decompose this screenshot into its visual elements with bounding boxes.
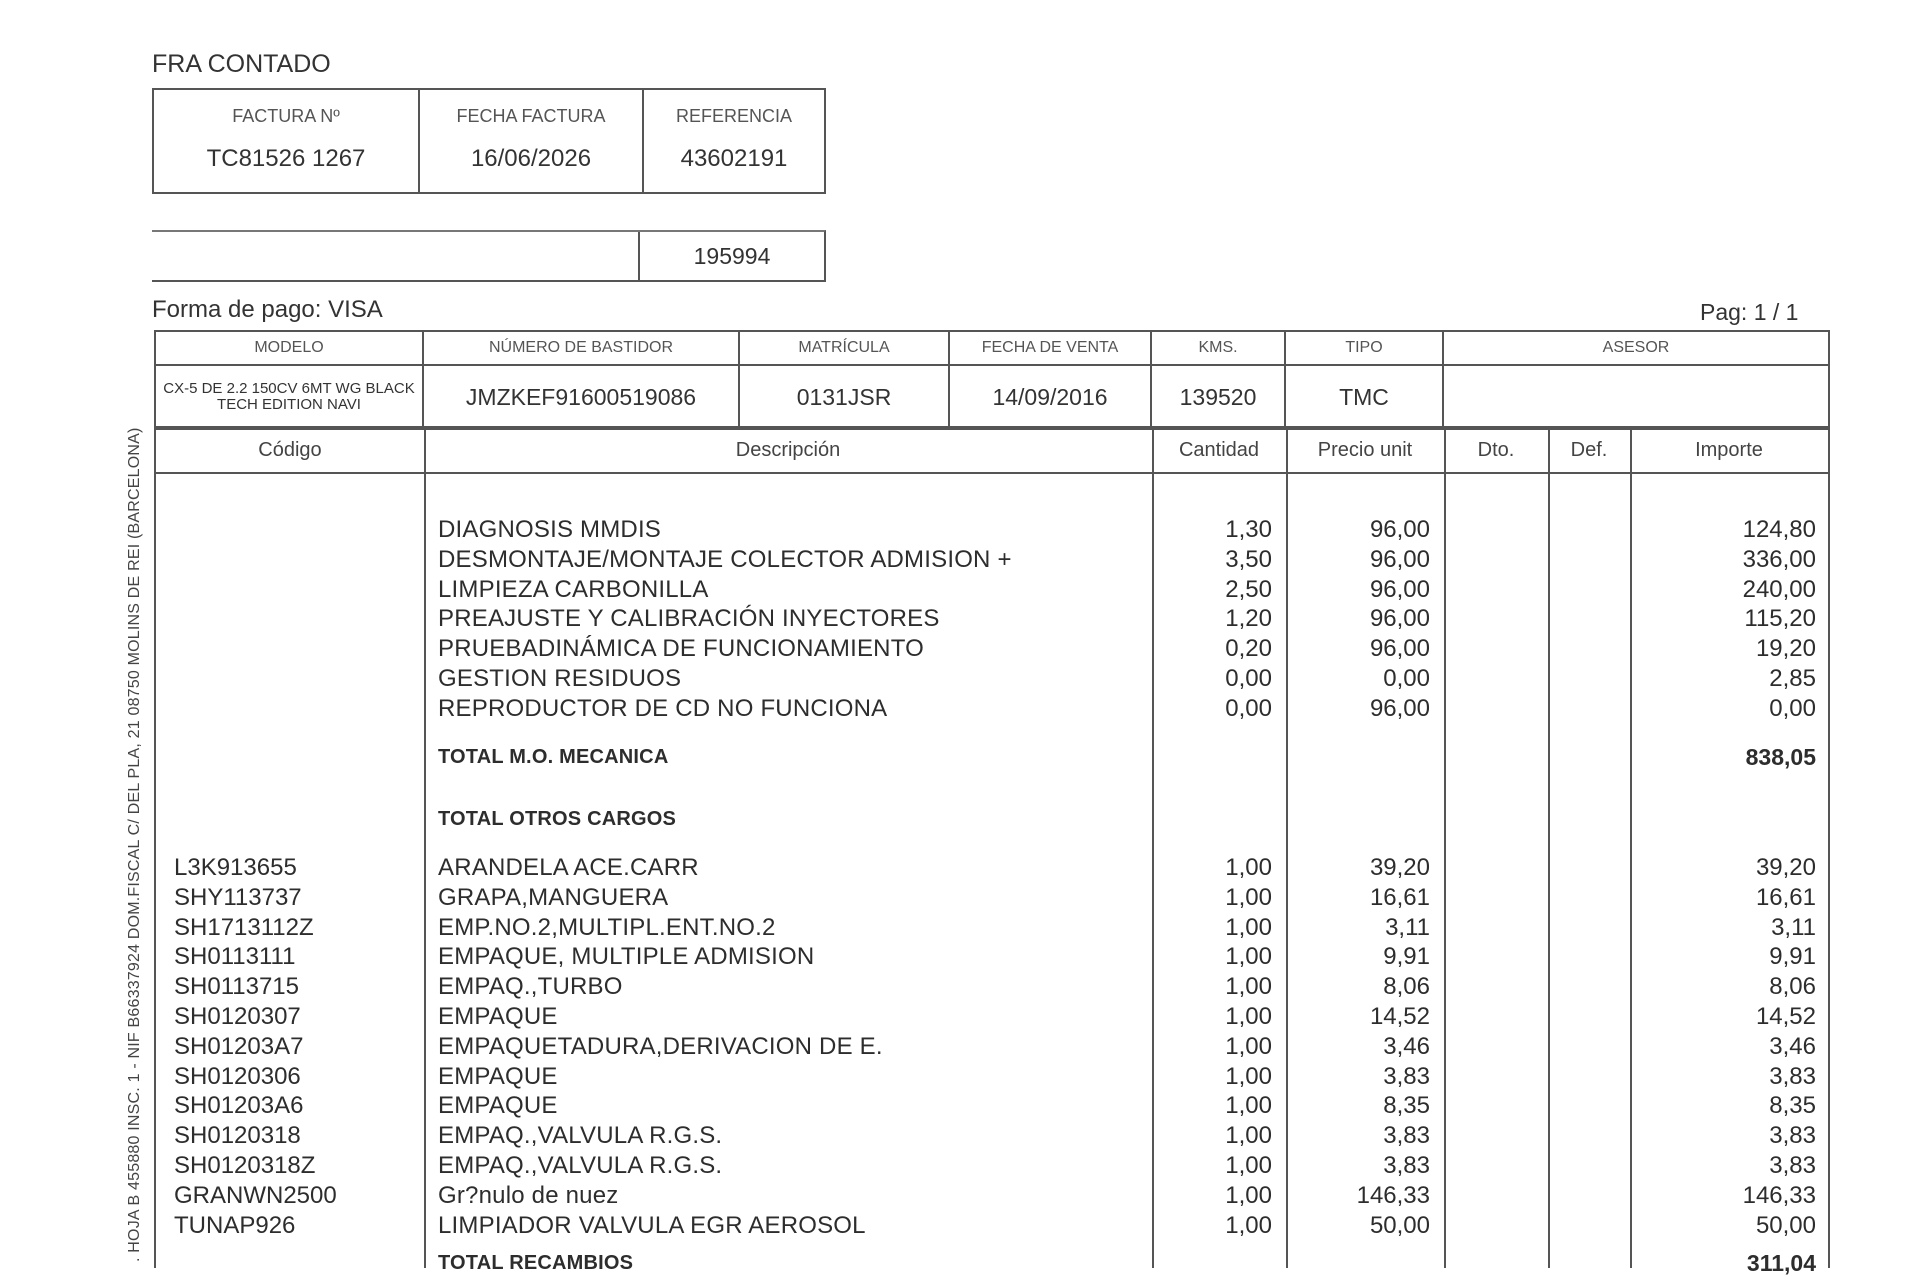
labor-line [156,546,1832,576]
line-code: SH0120318Z [174,1152,316,1179]
line-quantity: 1,00 [1225,1152,1272,1179]
part-line [156,943,1832,973]
line-amount: 115,20 [1744,605,1816,632]
line-amount: 8,35 [1769,1092,1816,1119]
line-unit-price: 96,00 [1369,576,1430,603]
line-quantity: 1,00 [1225,1033,1272,1060]
line-unit-price: 3,83 [1383,1152,1430,1179]
invoice-number: TC81526 1267 [206,145,366,172]
line-description: EMPAQUETADURA,DERIVACION DE E. [438,1033,883,1060]
line-code: SH01203A6 [174,1092,304,1119]
vehicle-kms: 139520 [1179,383,1257,410]
labor-line [156,576,1832,606]
vehicle-type: TMC [1339,383,1389,410]
invoice-reference-label: REFERENCIA [675,106,792,126]
line-description: EMPAQ.,VALVULA R.G.S. [438,1122,723,1149]
line-amount: 14,52 [1755,1003,1816,1030]
total-other-label: TOTAL OTROS CARGOS [438,808,677,830]
col-header-description: Descripción [735,438,841,461]
line-description: GESTION RESIDUOS [438,665,682,692]
total-labor-amount: 838,05 [1745,744,1816,770]
line-code: SH1713112Z [174,914,314,941]
payment-value: VISA [328,296,383,323]
line-amount: 3,83 [1769,1122,1816,1149]
col-header-discount: Dto. [1477,438,1515,461]
line-description: EMPAQUE [438,1092,558,1119]
line-description: DIAGNOSIS MMDIS [438,516,662,543]
invoice-date: 16/06/2026 [470,145,592,172]
line-quantity: 1,00 [1225,1003,1272,1030]
line-code: SH0120318 [174,1122,301,1149]
line-unit-price: 3,83 [1383,1122,1430,1149]
line-quantity: 2,50 [1225,576,1272,603]
total-parts-amount: 311,04 [1746,1250,1816,1276]
line-quantity: 1,00 [1225,1063,1272,1090]
line-amount: 3,83 [1769,1063,1816,1090]
line-code: SH01203A7 [174,1033,304,1060]
line-unit-price: 50,00 [1369,1212,1430,1239]
invoice-date-label: FECHA FACTURA [456,106,606,126]
invoice-reference: 43602191 [680,145,788,172]
line-quantity: 1,00 [1225,943,1272,970]
line-code: L3K913655 [174,854,297,881]
col-header-unit-price: Precio unit [1317,438,1413,461]
part-line [156,884,1832,914]
line-quantity: 1,00 [1225,1212,1272,1239]
page-number: Pag: 1 / 1 [1700,299,1799,325]
line-amount: 9,91 [1769,943,1816,970]
vehicle-model-label: MODELO [156,332,422,366]
part-line [156,1033,1832,1063]
labor-line [156,605,1832,635]
line-quantity: 1,00 [1225,1122,1272,1149]
line-amount: 2,85 [1769,665,1816,692]
line-quantity: 0,00 [1225,665,1272,692]
line-amount: 3,83 [1769,1152,1816,1179]
line-description: DESMONTAJE/MONTAJE COLECTOR ADMISION + [438,546,1012,573]
line-description: EMPAQ.,VALVULA R.G.S. [438,1152,723,1179]
line-description: EMPAQUE [438,1063,558,1090]
labor-line [156,665,1832,695]
part-line [156,1212,1832,1242]
invoice-number-label: FACTURA Nº [232,106,340,126]
invoice-date-cell [420,90,644,192]
part-line [156,973,1832,1003]
document-type: FRA CONTADO [152,50,331,78]
client-code-row [152,230,826,282]
line-unit-price: 96,00 [1369,635,1430,662]
payment-label: Forma de pago: [152,296,322,323]
labor-line [156,516,1832,546]
labor-line [156,695,1832,725]
part-line [156,854,1832,884]
vehicle-vin-col [424,332,740,428]
line-unit-price: 9,91 [1383,943,1430,970]
vehicle-sale-date-label: FECHA DE VENTA [950,332,1150,366]
line-unit-price: 8,06 [1383,973,1430,1000]
vehicle-vin: JMZKEF91600519086 [465,383,697,410]
line-amount: 3,46 [1769,1033,1816,1060]
total-other-row [156,806,1832,836]
line-unit-price: 96,00 [1369,695,1430,722]
vehicle-advisor-col [1444,332,1828,428]
line-quantity: 1,00 [1225,1092,1272,1119]
part-line [156,914,1832,944]
col-header-quantity: Cantidad [1178,438,1260,461]
vehicle-advisor-label: ASESOR [1444,332,1828,366]
line-unit-price: 16,61 [1369,884,1430,911]
part-line [156,1003,1832,1033]
line-description: PRUEBADINÁMICA DE FUNCIONAMIENTO [438,635,925,662]
line-description: PREAJUSTE Y CALIBRACIÓN INYECTORES [438,605,940,632]
part-line [156,1092,1832,1122]
lines-header-bottom-rule [156,472,1828,474]
line-unit-price: 146,33 [1356,1182,1430,1209]
total-labor-label: TOTAL M.O. MECANICA [438,746,669,768]
vehicle-plate-col [740,332,950,428]
vehicle-kms-col [1152,332,1286,428]
line-quantity: 1,00 [1225,1182,1272,1209]
line-quantity: 3,50 [1225,546,1272,573]
vehicle-vin-label: NÚMERO DE BASTIDOR [424,332,738,366]
vehicle-model: CX-5 DE 2.2 150CV 6MT WG BLACK TECH EDITION NAVI [163,380,415,413]
line-code: SH0120306 [174,1063,301,1090]
invoice-number-cell [154,90,420,192]
vehicle-advisor [1444,366,1828,428]
invoice-header-box [152,88,826,194]
line-code: GRANWN2500 [174,1182,337,1209]
part-line [156,1182,1832,1212]
line-amount: 8,06 [1769,973,1816,1000]
line-unit-price: 3,11 [1385,914,1430,941]
line-description: LIMPIADOR VALVULA EGR AEROSOL [438,1212,866,1239]
vehicle-plate-label: MATRÍCULA [740,332,948,366]
line-description: REPRODUCTOR DE CD NO FUNCIONA [438,695,888,722]
line-amount: 336,00 [1742,546,1816,573]
line-amount: 50,00 [1755,1212,1816,1239]
line-amount: 19,20 [1755,635,1816,662]
line-unit-price: 3,83 [1383,1063,1430,1090]
line-unit-price: 96,00 [1369,605,1430,632]
col-header-def: Def. [1570,438,1608,461]
line-quantity: 1,00 [1225,884,1272,911]
line-amount: 146,33 [1742,1182,1816,1209]
line-quantity: 1,00 [1225,914,1272,941]
total-parts-label: TOTAL RECAMBIOS [438,1252,634,1274]
line-amount: 0,00 [1769,695,1816,722]
line-quantity: 1,20 [1225,605,1272,632]
part-line [156,1122,1832,1152]
vehicle-type-label: TIPO [1286,332,1442,366]
line-description: EMPAQ.,TURBO [438,973,623,1000]
line-quantity: 1,00 [1225,854,1272,881]
line-code: SH0113111 [174,943,296,970]
line-quantity: 0,00 [1225,695,1272,722]
invoice-lines-table [154,428,1830,1276]
line-amount: 124,80 [1742,516,1816,543]
line-code: TUNAP926 [174,1212,296,1239]
total-labor-row [156,744,1832,774]
line-unit-price: 96,00 [1369,516,1430,543]
part-line [156,1063,1832,1093]
line-code: SH0113715 [174,973,299,1000]
line-amount: 3,11 [1771,914,1816,941]
total-parts-row [156,1250,1832,1280]
vehicle-kms-label: KMS. [1152,332,1284,366]
line-description: GRAPA,MANGUERA [438,884,669,911]
line-unit-price: 39,20 [1369,854,1430,881]
payment-method [152,296,383,324]
line-description: EMP.NO.2,MULTIPL.ENT.NO.2 [438,914,776,941]
col-header-amount: Importe [1695,438,1763,461]
line-amount: 16,61 [1755,884,1816,911]
line-unit-price: 96,00 [1369,546,1430,573]
vehicle-plate: 0131JSR [796,383,892,410]
labor-line [156,635,1832,665]
vehicle-type-col [1286,332,1444,428]
vehicle-sale-date-col [950,332,1152,428]
line-quantity: 0,20 [1225,635,1272,662]
line-description: LIMPIEZA CARBONILLA [438,576,709,603]
line-code: SHY113737 [174,884,302,911]
line-quantity: 1,30 [1225,516,1272,543]
line-unit-price: 0,00 [1383,665,1430,692]
vehicle-table [154,330,1830,428]
line-code: SH0120307 [174,1003,301,1030]
registry-side-text: . HOJA B 455880 INSC. 1 - NIF B66337924 DOM.FISCAL C/ DEL PLA, 21 08750 MOLINS DE REI (BARCELONA) [126,427,143,1262]
line-amount: 39,20 [1755,854,1816,881]
line-description: EMPAQUE, MULTIPLE ADMISION [438,943,815,970]
line-unit-price: 3,46 [1383,1033,1430,1060]
col-header-code: Código [258,438,322,461]
line-quantity: 1,00 [1225,973,1272,1000]
part-line [156,1152,1832,1182]
vehicle-model-col [156,332,424,428]
line-description: EMPAQUE [438,1003,558,1030]
line-description: Gr?nulo de nuez [438,1182,619,1209]
line-amount: 240,00 [1742,576,1816,603]
vehicle-sale-date: 14/09/2016 [992,383,1108,410]
line-unit-price: 14,52 [1369,1003,1430,1030]
line-description: ARANDELA ACE.CARR [438,854,699,881]
line-unit-price: 8,35 [1383,1092,1430,1119]
client-code: 195994 [638,232,824,280]
invoice-reference-cell [644,90,824,192]
